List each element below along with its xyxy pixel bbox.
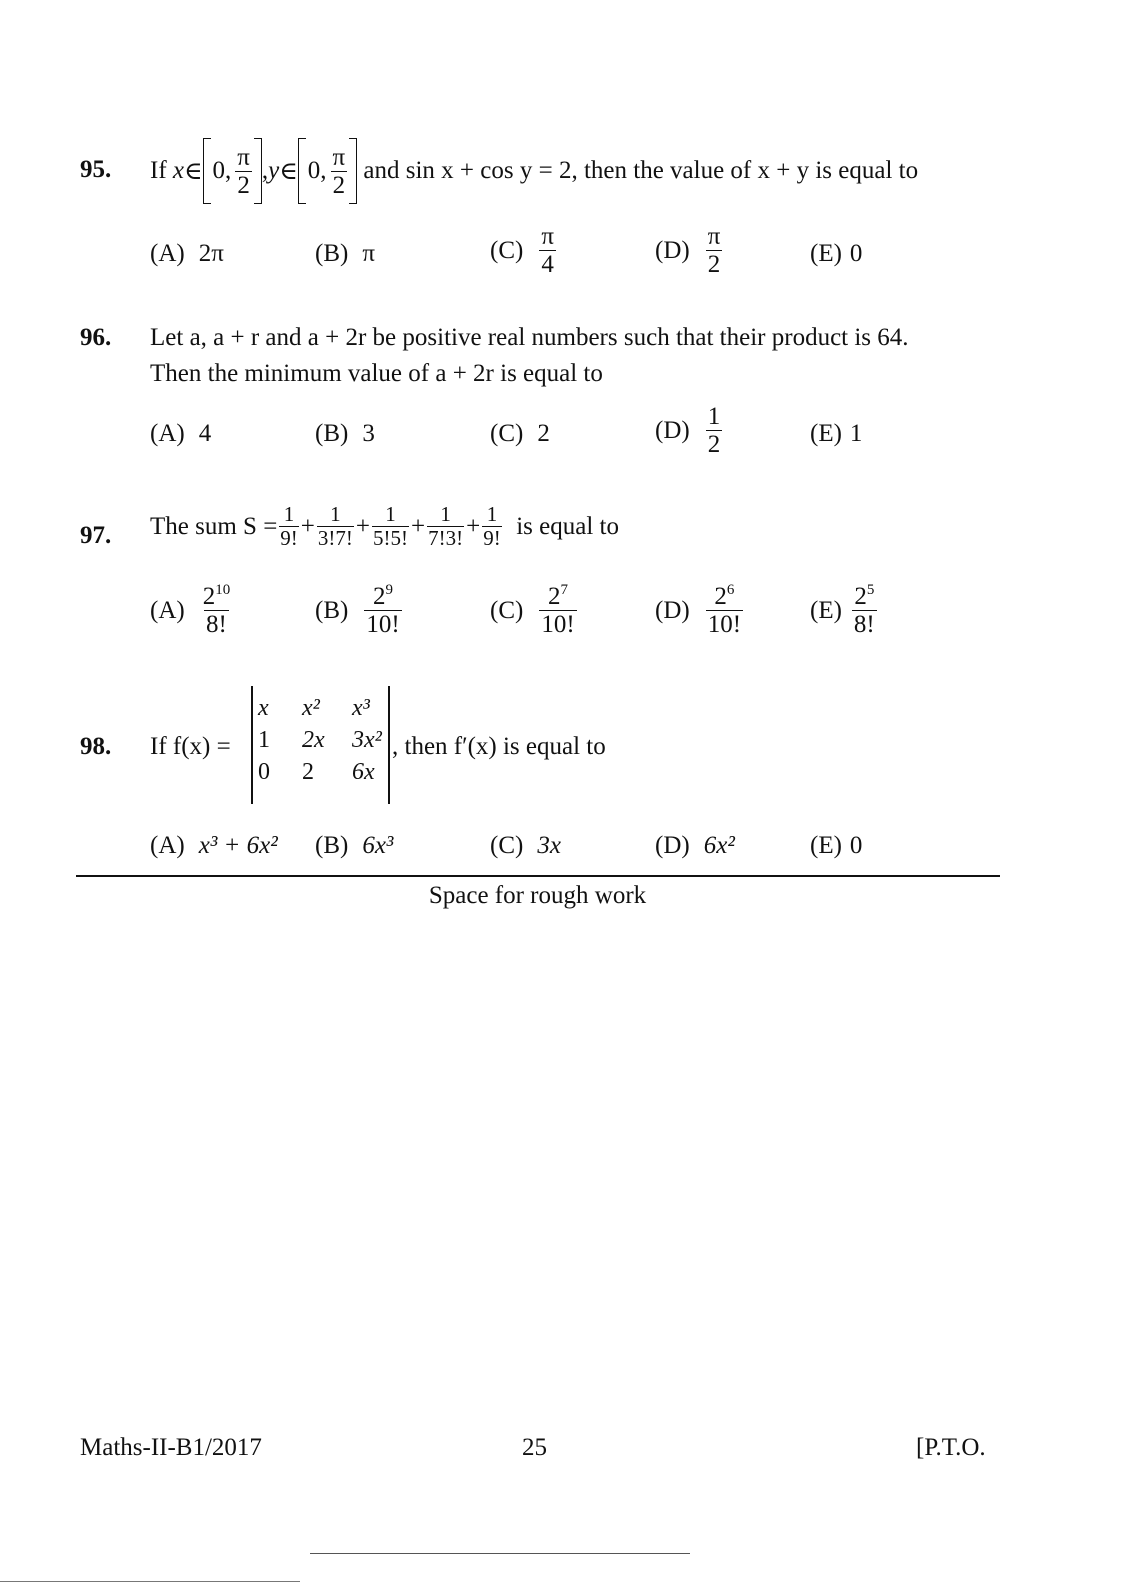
determinant-matrix xyxy=(258,692,400,788)
matrix-cell: 2x xyxy=(302,726,325,753)
q97-option-a: (A) $\frac{2^{10}}{8!}$ xyxy=(150,582,231,638)
matrix-cell: x² xyxy=(302,694,320,721)
right-bracket-2 xyxy=(349,138,357,204)
q97-prefix: The sum S = xyxy=(150,512,278,540)
left-bracket-2 xyxy=(298,138,306,204)
q97-option-c: (C) $\frac{2^7}{10!}$ xyxy=(490,582,575,638)
q96-option-c: (C) 2 xyxy=(490,420,550,447)
q95-option-a: (A) 2π xyxy=(150,240,224,267)
q97-term-2: $\frac{1}{3!7!}$ xyxy=(317,502,353,550)
question-number-96: 96. xyxy=(80,324,112,351)
q97-term-3: $\frac{1}{5!5!}$ xyxy=(373,502,409,550)
q95-option-d: (D) $\frac{\pi}{2}$ xyxy=(655,223,721,278)
q97-term-5: $\frac{1}{9!}$ xyxy=(483,502,501,550)
q95-in-2: ∈ xyxy=(279,158,298,185)
q98-option-e: (E) 0 xyxy=(810,832,863,859)
matrix-cell: 2 xyxy=(302,758,314,785)
q97-option-d: (D) $\frac{2^6}{10!}$ xyxy=(655,582,742,638)
q96-option-b: (B) 3 xyxy=(315,420,375,447)
q95-option-c: (C) $\frac{\pi}{4}$ xyxy=(490,223,554,278)
q98-suffix: , then f′(x) is equal to xyxy=(392,733,606,760)
q97-term-4: $\frac{1}{7!3!}$ xyxy=(428,502,464,550)
question-97-stem xyxy=(150,504,619,549)
q98-option-b: (B) 6x³ xyxy=(315,832,394,859)
q95-comma: , xyxy=(261,157,269,184)
matrix-cell: x³ xyxy=(352,694,370,721)
q95-var-y: y xyxy=(268,157,280,184)
footer-page-number: 25 xyxy=(522,1434,547,1461)
scan-artifact-line xyxy=(310,1553,690,1554)
q95-zero-2: 0, xyxy=(307,157,327,184)
q97-suffix: is equal to xyxy=(516,512,619,540)
right-bracket-1 xyxy=(254,138,262,204)
q98-option-d: (D) 6x² xyxy=(655,832,735,859)
q98-option-a: (A) x³ + 6x² xyxy=(150,832,278,859)
rough-work-label: Space for rough work xyxy=(428,882,647,909)
q95-option-b: (B) π xyxy=(315,240,375,267)
rough-work-divider xyxy=(76,875,1000,877)
question-number-95: 95. xyxy=(80,156,112,183)
q95-if: If xyxy=(150,157,167,184)
q96-option-e: (E) 1 xyxy=(810,420,863,447)
question-number-98: 98. xyxy=(80,733,112,760)
plus-2: + xyxy=(355,512,371,540)
q96-option-d: (D) $\frac{1}{2}$ xyxy=(655,403,721,458)
q95-pi-over-2-a: $\frac{\pi}{2}$ xyxy=(237,143,250,199)
question-96-line-2: Then the minimum value of a + 2r is equal to xyxy=(150,360,603,387)
matrix-cell: 3x² xyxy=(352,726,382,753)
plus-1: + xyxy=(300,512,315,540)
matrix-cell: 1 xyxy=(258,726,270,753)
footer-exam-code: Maths-II-B1/2017 xyxy=(80,1434,262,1461)
matrix-cell: 0 xyxy=(258,758,270,785)
matrix-cell: x xyxy=(258,694,269,721)
q95-pi-over-2-b: $\frac{\pi}{2}$ xyxy=(332,143,346,199)
q95-option-e: (E) 0 xyxy=(810,240,863,267)
q97-term-1: $\frac{1}{9!}$ xyxy=(280,502,298,550)
q95-var-x: x xyxy=(172,157,185,184)
q96-option-a: (A) 4 xyxy=(150,420,212,447)
plus-3: + xyxy=(411,512,426,540)
q95-in-1: ∈ xyxy=(184,158,203,185)
scan-artifact-line xyxy=(0,1581,300,1582)
q97-option-b: (B) $\frac{2^9}{10!}$ xyxy=(315,582,400,638)
q98-option-c: (C) 3x xyxy=(490,832,561,859)
question-96-line-1: Let a, a + r and a + 2r be positive real numbers such that their product is 64. xyxy=(150,324,909,351)
q98-prefix: If f(x) = xyxy=(150,733,231,760)
question-number-97: 97. xyxy=(80,522,112,549)
determinant-right-bar xyxy=(388,686,390,804)
q95-zero-1: 0, xyxy=(212,157,232,184)
q97-option-e: (E) $\frac{2^5}{8!}$ xyxy=(810,582,875,638)
left-bracket-1 xyxy=(203,138,211,204)
plus-4: + xyxy=(466,512,481,540)
q95-stem-text: and sin x + cos y = 2, then the value of x + y is equal to xyxy=(363,157,919,184)
question-95-stem xyxy=(150,136,918,206)
matrix-cell: 6x xyxy=(352,758,375,785)
footer-pto: [P.T.O. xyxy=(916,1434,986,1461)
determinant-left-bar xyxy=(251,686,253,804)
